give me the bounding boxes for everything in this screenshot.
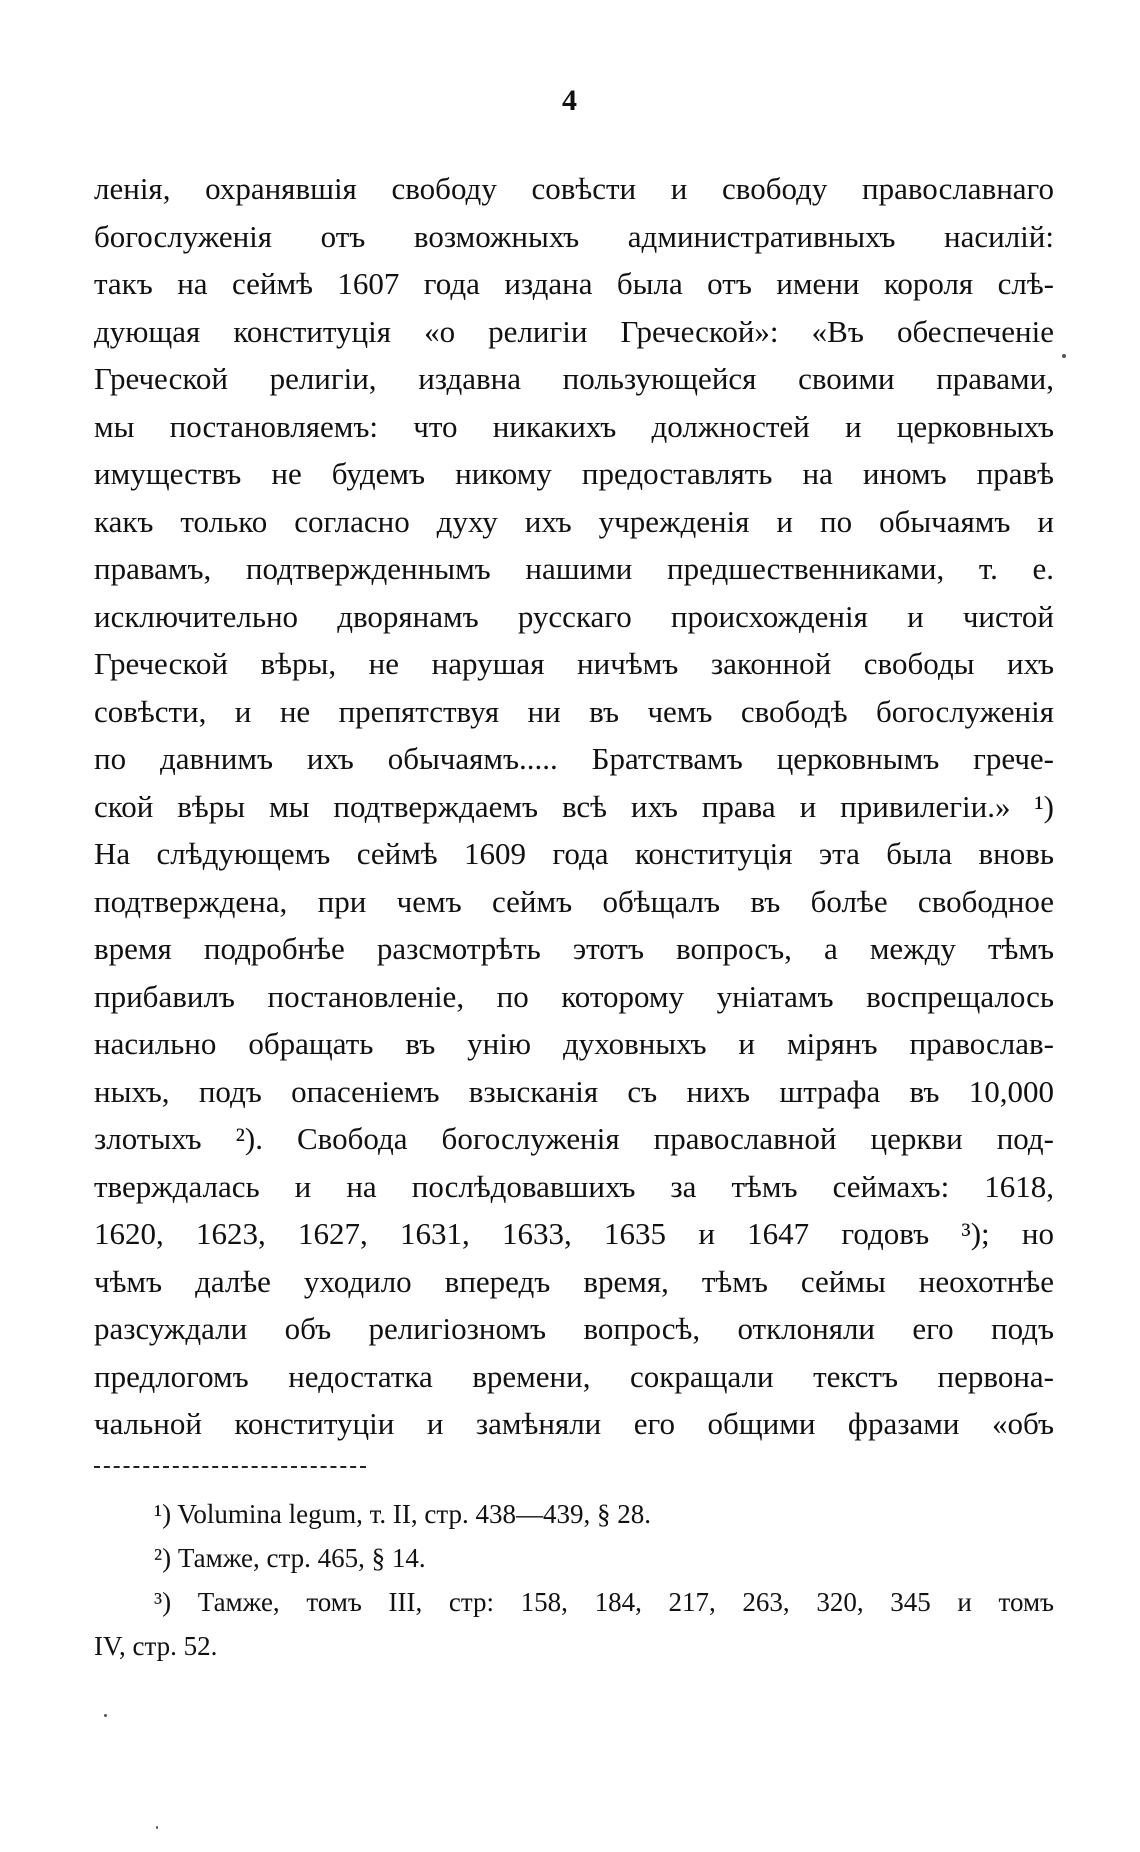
text-line: Греческой религіи, издавна пользующейся своими правами, (94, 361, 1054, 396)
text-line: ской вѣры мы подтверждаемъ всѣ ихъ права и привилегіи.» ¹) (94, 788, 1054, 824)
text-line: прибавилъ постановленіе, по которому уніатамъ воспрещалось (94, 978, 1054, 1014)
text-line: разсуждали объ религіозномъ вопросѣ, отклоняли его подъ (94, 1311, 1054, 1346)
text-line: богослуженія отъ возможныхъ административныхъ насилій: (94, 218, 1054, 254)
text-line: время подробнѣе разсмотрѣть этотъ вопросъ, а между тѣмъ (94, 931, 1054, 966)
page-number: 4 (562, 84, 578, 117)
text-line: злотыхъ ²). Свобода богослуженія православной церкви под- (94, 1121, 1054, 1156)
text-line: ныхъ, подъ опасеніемъ взысканія съ нихъ штрафа въ 10,000 (94, 1073, 1054, 1109)
text-line: такъ на сеймѣ 1607 года издана была отъ имени короля слѣ- (94, 266, 1054, 301)
text-line: какъ только согласно духу ихъ учрежденія и по обычаямъ и (94, 503, 1054, 539)
text-line: насильно обращать въ унію духовныхъ и мірянъ православ- (94, 1026, 1054, 1061)
main-text (94, 165, 1054, 1448)
footnotes (94, 1492, 1054, 1668)
text-line: совѣсти, и не препятствуя ни въ чемъ свободѣ богослуженія (94, 693, 1054, 729)
text-line: правамъ, подтвержденнымъ нашими предшественниками, т. е. (94, 551, 1054, 586)
text-line: Греческой вѣры, не нарушая ничѣмъ законной свободы ихъ (94, 646, 1054, 681)
text-line: предлогомъ недостатка времени, сокращали текстъ первона- (94, 1358, 1054, 1394)
footnote-3-continued: IV, стр. 52. (94, 1631, 218, 1661)
text-line: дующая конституція «о религіи Греческой»: «Въ обеспеченіе (94, 313, 1054, 349)
text-line: по давнимъ ихъ обычаямъ..... Братствамъ церковнымъ грече- (94, 741, 1054, 776)
footnote-2: ²) Тамже, стр. 465, § 14. (154, 1543, 426, 1573)
text-line: имуществъ не будемъ никому предоставлять на иномъ правѣ (94, 456, 1054, 491)
scan-speck (156, 1826, 158, 1829)
text-line: тверждалась и на послѣдовавшихъ за тѣмъ сеймахъ: 1618, (94, 1168, 1054, 1204)
text-line: ленія, охранявшія свободу совѣсти и свободу православнаго (94, 171, 1054, 206)
text-line: мы постановляемъ: что никакихъ должностей и церковныхъ (94, 408, 1054, 444)
scan-speck (1062, 354, 1066, 358)
footnote-separator (94, 1466, 366, 1468)
footnote-3: ³) Тамже, томъ III, стр: 158, 184, 217, 263, 320, 345 и томъ (154, 1587, 1054, 1617)
text-line: исключительно дворянамъ русскаго происхожденія и чистой (94, 598, 1054, 634)
text-line: чальной конституціи и замѣняли его общими фразами «объ (94, 1406, 1054, 1441)
footnote-1: ¹) Volumina legum, т. II, стр. 438—439, § 28. (154, 1499, 651, 1529)
scan-speck (104, 1714, 107, 1717)
text-line: На слѣдующемъ сеймѣ 1609 года конституція эта была вновь (94, 836, 1054, 871)
text-line: 1620, 1623, 1627, 1631, 1633, 1635 и 1647 годовъ ³); но (94, 1216, 1054, 1251)
text-line: подтверждена, при чемъ сеймъ обѣщалъ въ болѣе свободное (94, 883, 1054, 919)
text-line: чѣмъ далѣе уходило впередъ время, тѣмъ сеймы неохотнѣе (94, 1263, 1054, 1299)
